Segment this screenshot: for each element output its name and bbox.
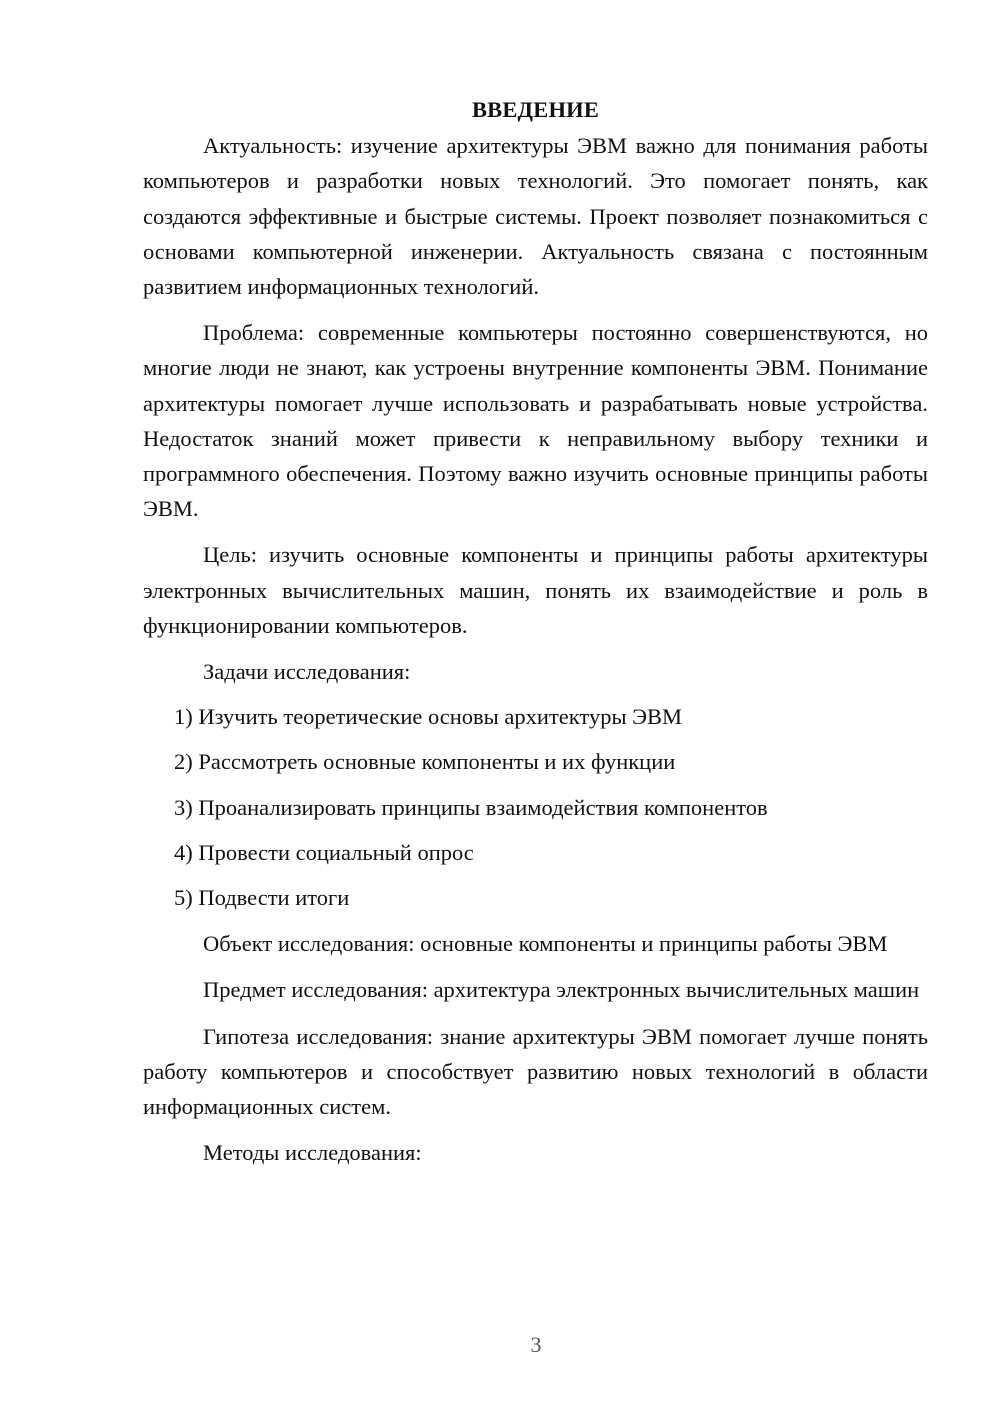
tasks-list xyxy=(143,699,928,915)
tasks-heading: Задачи исследования: xyxy=(203,659,411,685)
list-item: 2) Рассмотреть основные компоненты и их функции xyxy=(174,749,676,775)
page-number: 3 xyxy=(530,1332,542,1357)
list-item: 5) Подвести итоги xyxy=(174,885,350,911)
methods-heading: Методы исследования: xyxy=(203,1140,422,1166)
list-item: 4) Провести социальный опрос xyxy=(174,839,474,865)
list-item: 3) Проанализировать принципы взаимодействия компонентов xyxy=(174,794,768,820)
object-paragraph: Объект исследования: основные компоненты и принципы работы ЭВМ xyxy=(203,931,888,957)
page-content xyxy=(143,92,928,1180)
goal-paragraph: Цель: изучить основные компоненты и принципы работы архитектуры электронных вычислительных машин, понять их взаимодействие и роль в функционировании компьютеров. xyxy=(143,542,928,638)
hypothesis-paragraph: Гипотеза исследования: знание архитектуры ЭВМ помогает лучше понять работу компьютеров и способствует развитию новых технологий в области информационных систем. xyxy=(143,1023,928,1120)
subject-paragraph: Предмет исследования: архитектура электронных вычислительных машин xyxy=(203,977,920,1003)
relevance-paragraph: Актуальность: изучение архитектуры ЭВМ важно для понимания работы компьютеров и разработки новых технологий. Это помогает понять, как создаются эффективные и быстрые системы. Проект позволяет познакомиться с основами компьютерной инженерии. Актуальность связана с постоянным развитием информационных технологий. xyxy=(143,133,928,300)
page-title: ВВЕДЕНИЕ xyxy=(471,97,600,122)
problem-paragraph: Проблема: современные компьютеры постоянно совершенствуются, но многие люди не знают, как устроены внутренние компоненты ЭВМ. Понимание архитектуры помогает лучше использовать и разрабатывать новые устройства. Недостаток знаний может привести к неправильному выбору техники и программного обеспечения. Поэтому важно изучить основные принципы работы ЭВМ. xyxy=(143,320,928,522)
list-item: 1) Изучить теоретические основы архитектуры ЭВМ xyxy=(174,704,683,730)
